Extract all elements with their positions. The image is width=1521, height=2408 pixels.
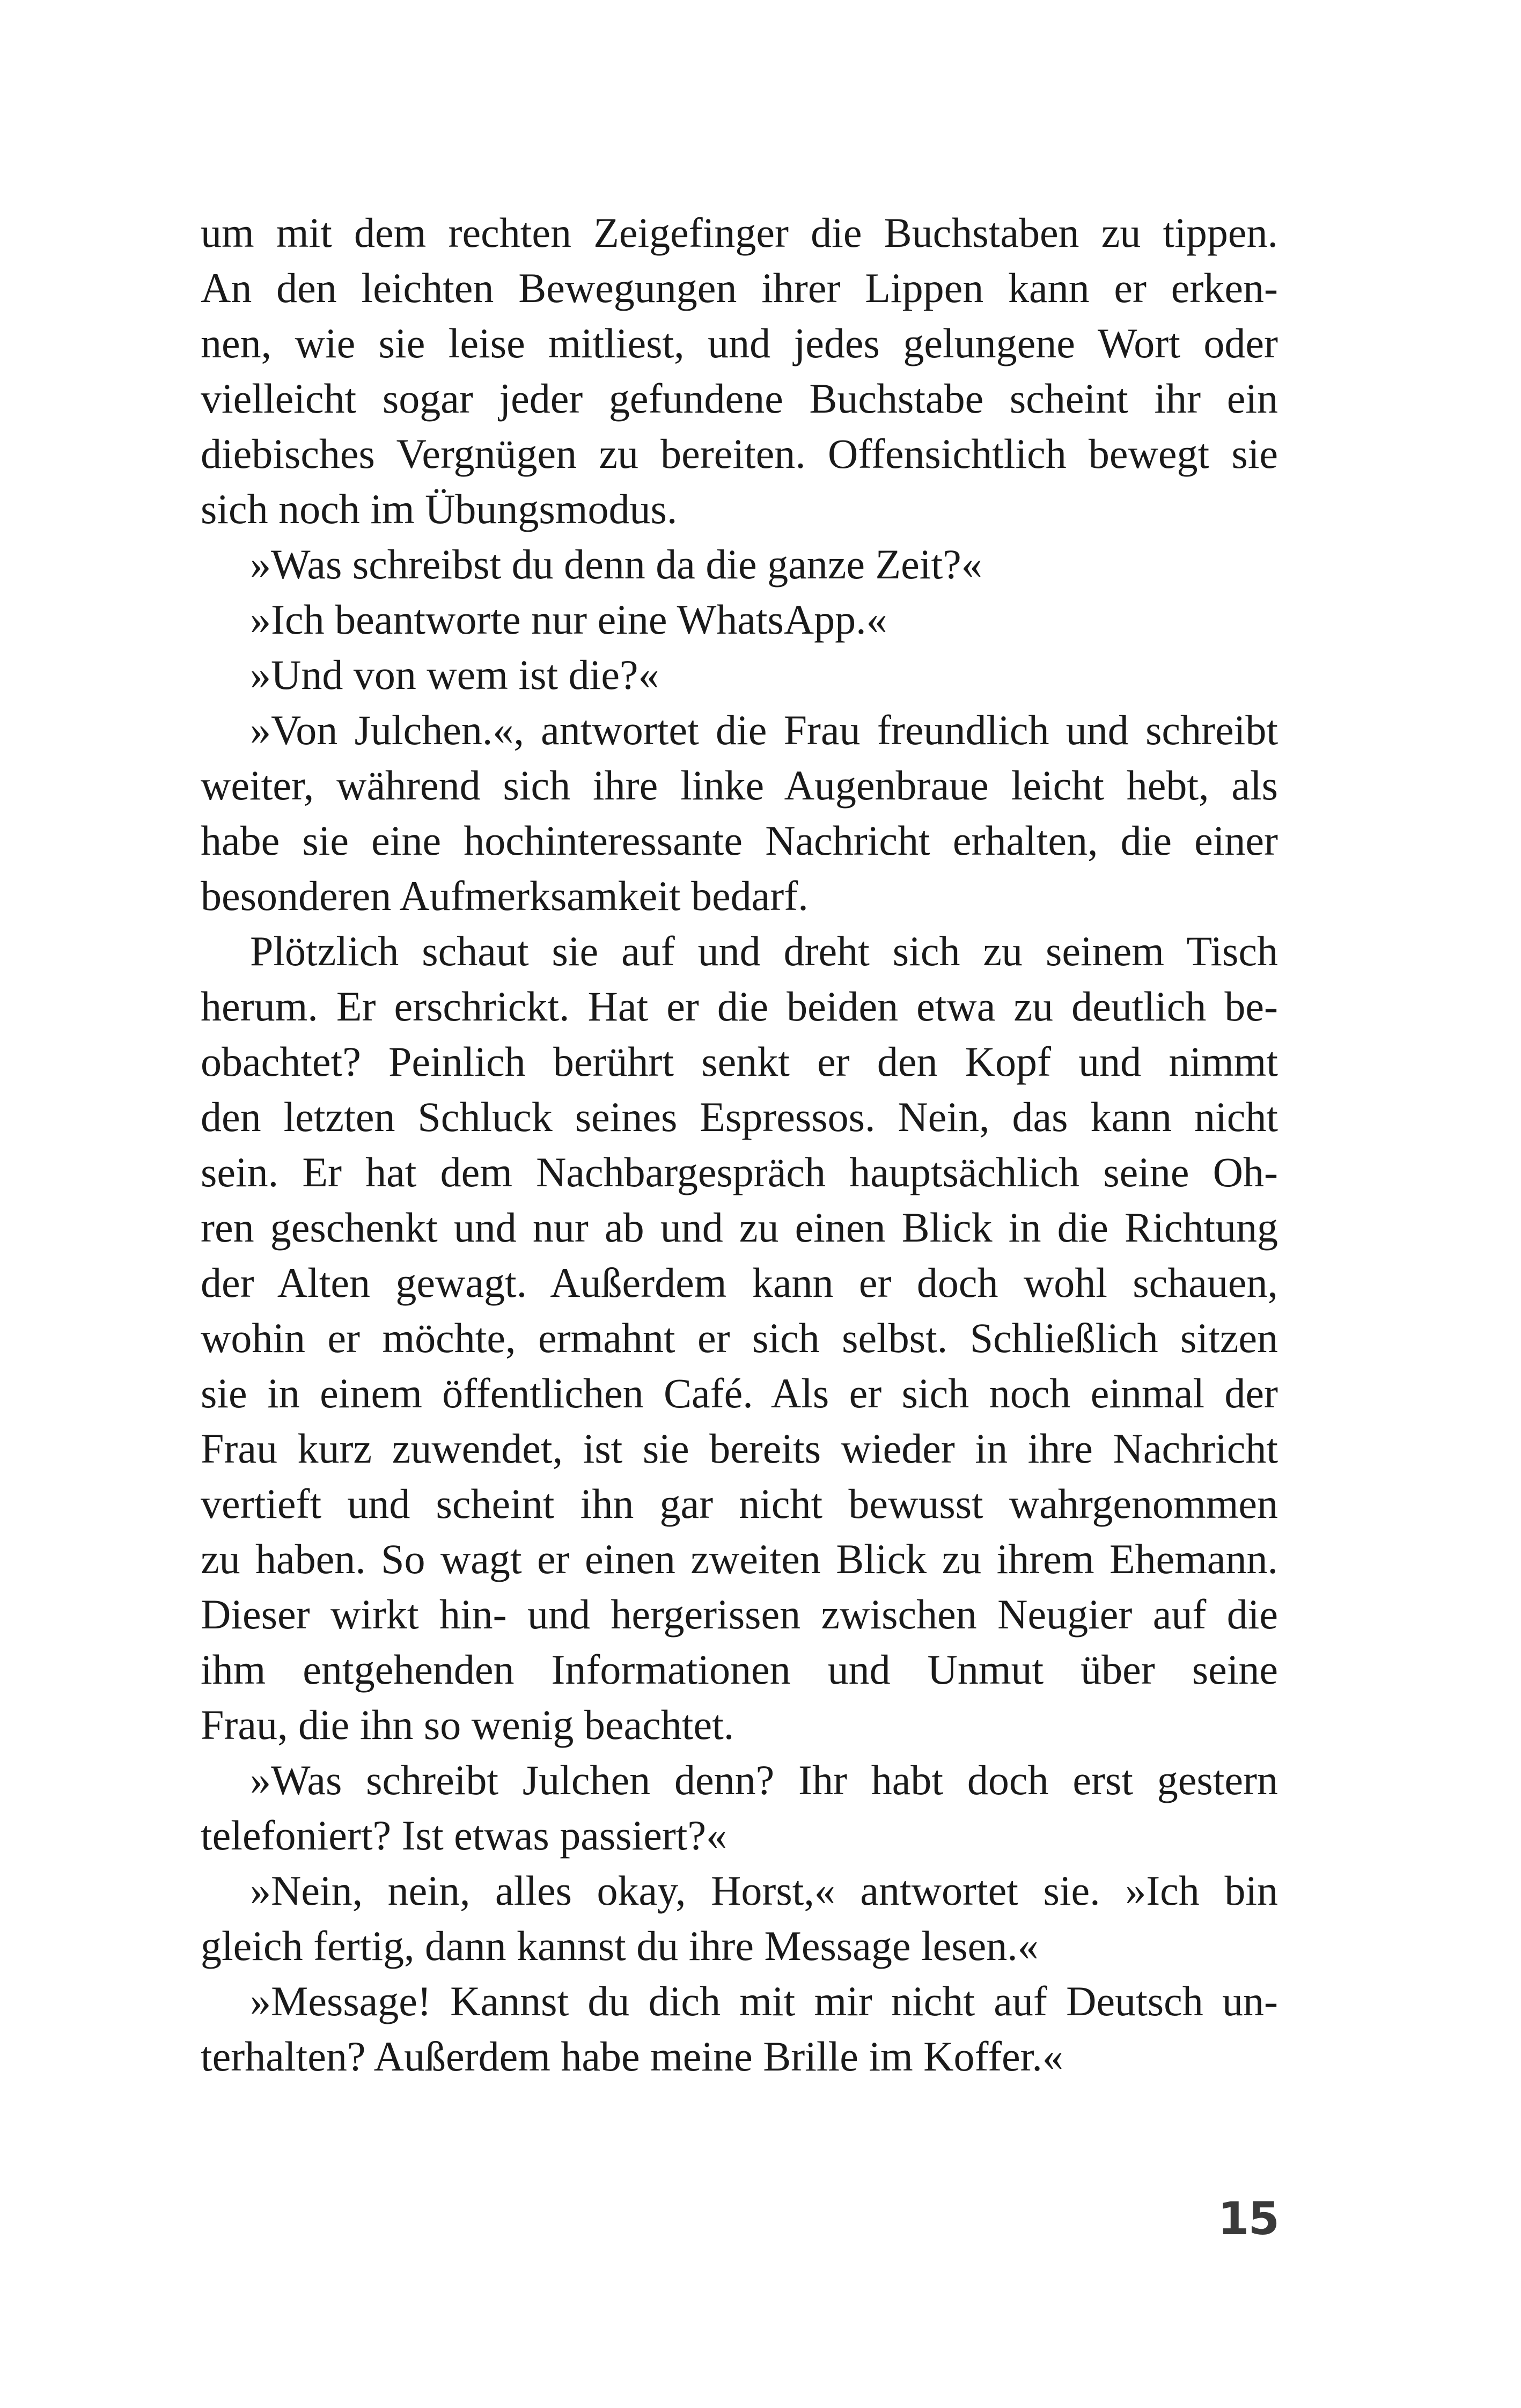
text-line: Frau kurz zuwendet, ist sie bereits wieder in ihre Nachricht <box>201 1425 1278 1472</box>
text-line: »Nein, nein, alles okay, Horst,« antwortet sie. »Ich bin <box>250 1867 1278 1914</box>
text-line: »Was schreibst du denn da die ganze Zeit?« <box>250 541 982 588</box>
text-line: zu haben. So wagt er einen zweiten Blick zu ihrem Ehemann. <box>201 1536 1278 1582</box>
text-line: vielleicht sogar jeder gefundene Buchstabe scheint ihr ein <box>201 375 1278 422</box>
text-line: »Message! Kannst du dich mit mir nicht auf Deutsch un- <box>250 1978 1278 2024</box>
text-line: herum. Er erschrickt. Hat er die beiden etwa zu deutlich be- <box>201 983 1278 1030</box>
body-text <box>201 205 1278 2084</box>
text-line: Plötzlich schaut sie auf und dreht sich zu seinem Tisch <box>250 928 1278 974</box>
text-line: terhalten? Außerdem habe meine Brille im Koffer.« <box>201 2033 1063 2080</box>
text-line: sein. Er hat dem Nachbargespräch hauptsächlich seine Oh- <box>201 1149 1278 1195</box>
text-line: der Alten gewagt. Außerdem kann er doch wohl schauen, <box>201 1259 1278 1306</box>
text-line: um mit dem rechten Zeigefinger die Buchstaben zu tippen. <box>201 209 1278 256</box>
text-line: »Von Julchen.«, antwortet die Frau freundlich und schreibt <box>250 707 1278 753</box>
text-line: weiter, während sich ihre linke Augenbraue leicht hebt, als <box>201 762 1278 809</box>
text-line: An den leichten Bewegungen ihrer Lippen kann er erken- <box>201 265 1278 311</box>
page-number: 15 <box>1218 2192 1278 2245</box>
text-line: »Und von wem ist die?« <box>250 651 659 698</box>
text-line: obachtet? Peinlich berührt senkt er den Kopf und nimmt <box>201 1038 1278 1085</box>
text-line: Dieser wirkt hin- und hergerissen zwischen Neugier auf die <box>201 1591 1278 1638</box>
text-line: Frau, die ihn so wenig beachtet. <box>201 1701 734 1748</box>
text-line: sie in einem öffentlichen Café. Als er sich noch einmal der <box>201 1370 1278 1416</box>
text-line: den letzten Schluck seines Espressos. Nein, das kann nicht <box>201 1093 1278 1140</box>
text-line: nen, wie sie leise mitliest, und jedes gelungene Wort oder <box>201 320 1278 366</box>
text-line: besonderen Aufmerksamkeit bedarf. <box>201 872 809 919</box>
text-line: sich noch im Übungsmodus. <box>201 486 678 532</box>
text-line: vertieft und scheint ihn gar nicht bewusst wahrgenommen <box>201 1480 1278 1527</box>
text-line: »Ich beantworte nur eine WhatsApp.« <box>250 596 887 643</box>
text-line: habe sie eine hochinteressante Nachricht erhalten, die einer <box>201 817 1278 864</box>
text-line: wohin er möchte, ermahnt er sich selbst. Schließlich sitzen <box>201 1315 1278 1361</box>
text-line: diebisches Vergnügen zu bereiten. Offensichtlich bewegt sie <box>201 430 1278 477</box>
text-line: gleich fertig, dann kannst du ihre Message lesen.« <box>201 1922 1039 1969</box>
text-line: »Was schreibt Julchen denn? Ihr habt doch erst gestern <box>250 1757 1278 1803</box>
text-line: telefoniert? Ist etwas passiert?« <box>201 1812 728 1859</box>
text-line: ihm entgehenden Informationen und Unmut über seine <box>201 1646 1278 1693</box>
text-line: ren geschenkt und nur ab und zu einen Blick in die Richtung <box>201 1204 1278 1251</box>
